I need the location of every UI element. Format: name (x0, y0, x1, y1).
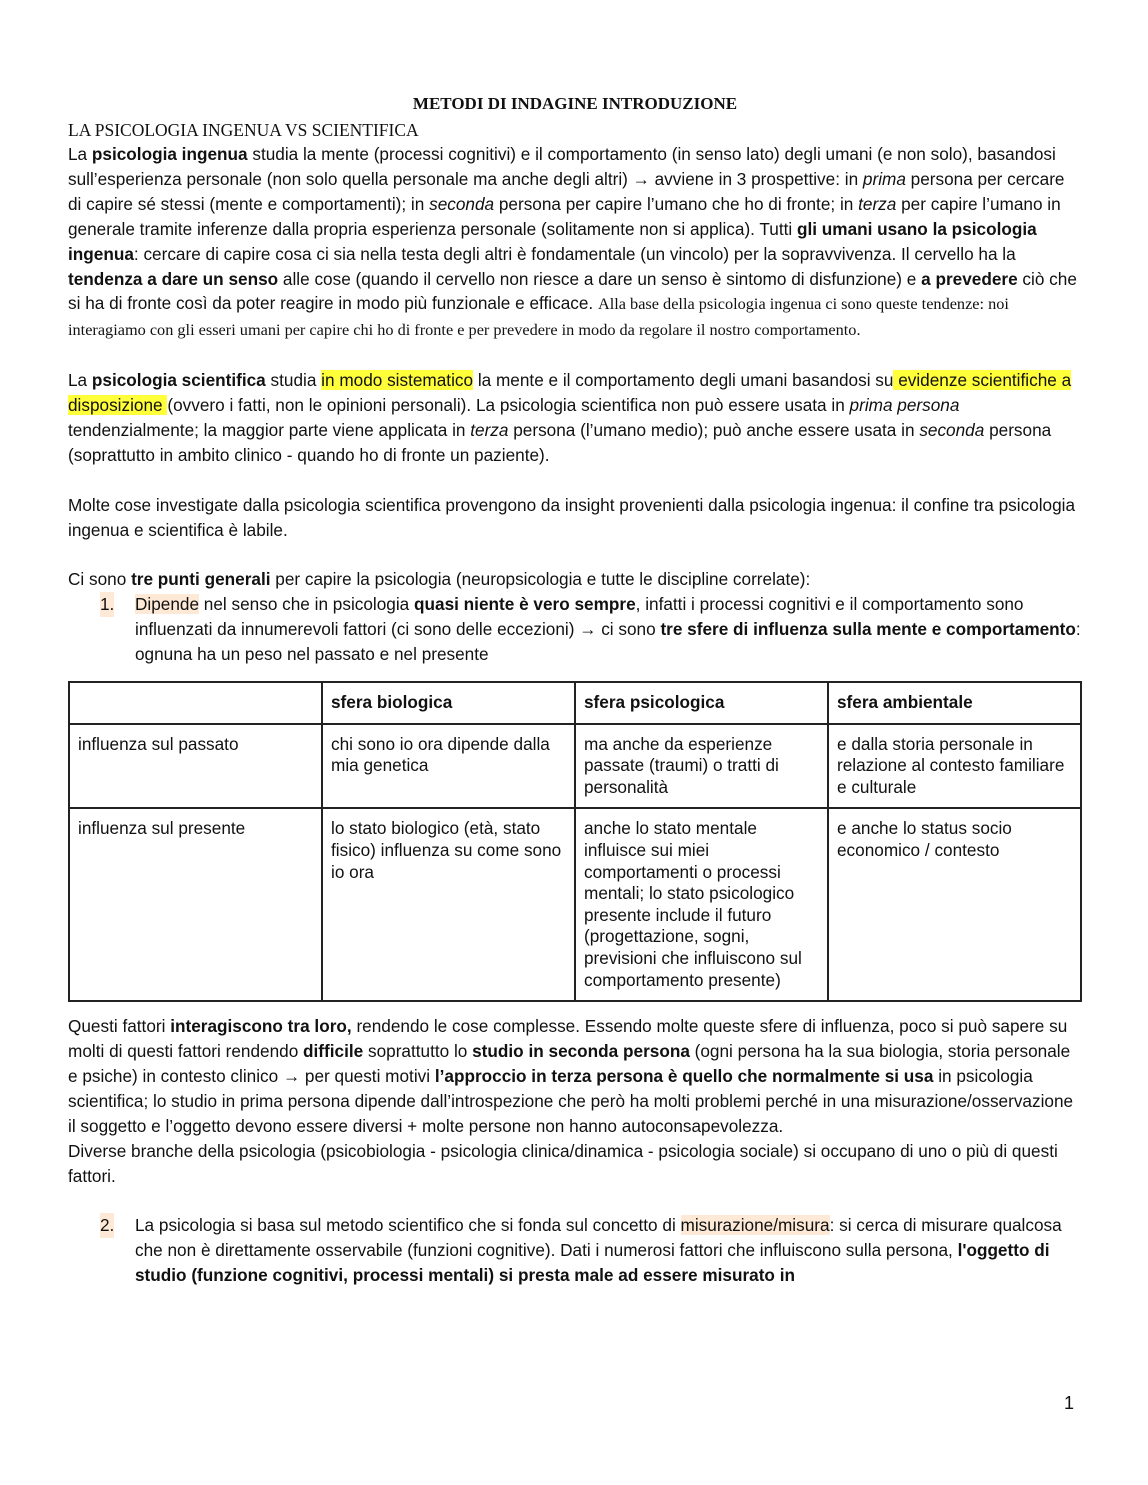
table-cell: e anche lo status socio economico / contesto (828, 808, 1081, 1001)
table-header-cell: sfera psicologica (575, 682, 828, 724)
table-cell: chi sono io ora dipende dalla mia genetica (322, 724, 575, 809)
table-header-row (69, 682, 1081, 724)
paragraph-interazione: Questi fattori interagiscono tra loro, rendendo le cose complesse. Essendo molte queste sfere di influenza, poco si può sapere su molti di questi fattori rendendo difficile soprattutto lo studio in seconda persona (ogni persona ha la sua biologia, storia personale e psiche) in contesto clinico → per questi motivi l’approccio in terza persona è quello che normalmente si usa in psicologia scientifica; lo studio in prima persona dipende dall’introspezione che però ha molti problemi perché in una misurazione/osservazione il soggetto e l’oggetto devono essere diversi + molte persone non hanno autoconsapevolezza. (68, 1016, 1074, 1136)
influence-table (68, 681, 1082, 1002)
paragraph-psicologia-ingenua: La psicologia ingenua studia la mente (processi cognitivi) e il comportamento (in senso lato) degli umani (e non solo), basandosi sull’esperienza personale (non solo quella personale ma anche degli altri) → avviene in 3 prospettive: in prima persona per cercare di capire sé stessi (mente e comportamenti); in seconda persona per capire l’umano che ho di fronte; in terza per capire l’umano in generale tramite inferenze dalla propria esperienza personale (solitamente non si applica). Tutti gli umani usano la psicologia ingenua: cercare di capire cosa ci sia nella testa degli altri è fondamentale (un vincolo) per la sopravvivenza. Il cervello ha la tendenza a dare un senso alle cose (quando il cervello non riesce a dare un senso è sintomo di disfunzione) e a prevedere ciò che si ha di fronte così da poter reagire in modo più funzionale e efficace. Alla base della psicologia ingenua ci sono queste tendenze: noi interagiamo con gli esseri umani per capire chi ho di fronte e per prevedere in modo da regolare il nostro comportamento. (68, 144, 1077, 340)
list-number: 1. (100, 592, 114, 617)
paragraph-confine: Molte cose investigate dalla psicologia scientifica provengono da insight provenienti dalla psicologia ingenua: il confine tra psicologia ingenua e scientifica è labile. (68, 494, 1076, 540)
list-number: 2. (100, 1213, 114, 1238)
document-title: METODI DI INDAGINE INTRODUZIONE (412, 94, 738, 113)
highlight-evidenze: evidenze scientifiche a disposizione (68, 370, 1072, 416)
table-cell: influenza sul presente (69, 808, 322, 1001)
section-heading: LA PSICOLOGIA INGENUA VS SCIENTIFICA (68, 120, 419, 140)
table-header-cell (69, 682, 322, 724)
paragraph-branche: Diverse branche della psicologia (psicobiologia - psicologia clinica/dinamica - psicologia sociale) si occupano di uno o più di questi fattori. (68, 1140, 1058, 1186)
table-row (69, 808, 1081, 1001)
table-cell: e dalla storia personale in relazione al contesto familiare e culturale (828, 724, 1081, 809)
paragraph-tre-punti: Ci sono tre punti generali per capire la psicologia (neuropsicologia e tutte le discipline correlate): (68, 569, 811, 590)
document-page (68, 92, 1082, 1288)
paragraph-psicologia-scientifica: La psicologia scientifica studia in modo sistematico la mente e il comportamento degli umani basandosi su evidenze scientifiche a disposizione (ovvero i fatti, non le opinioni personali). La psicologia scientifica non può essere usata in prima persona tendenzialmente; la maggior parte viene applicata in terza persona (l’umano medio); può anche essere usata in seconda persona (soprattutto in ambito clinico - quando ho di fronte un paziente). (68, 370, 1072, 465)
highlight-sistematico: in modo sistematico (321, 370, 474, 391)
table-header-cell: sfera ambientale (828, 682, 1081, 724)
page-number: 1 (1064, 1393, 1075, 1413)
table-header-cell: sfera biologica (322, 682, 575, 724)
table-cell: lo stato biologico (età, stato fisico) influenza su come sono io ora (322, 808, 575, 1001)
list-item-1: 1. Dipende nel senso che in psicologia quasi niente è vero sempre, infatti i processi cognitivi e il comportamento sono influenzati da innumerevoli fattori (ci sono delle eccezioni) → ci sono tre sfere di influenza sulla mente e comportamento: ognuna ha un peso nel passato e nel presente (100, 594, 1081, 665)
table-cell: influenza sul passato (69, 724, 322, 809)
list-item-2: 2. La psicologia si basa sul metodo scientifico che si fonda sul concetto di misurazione/misura: si cerca di misurare qualcosa che non è direttamente osservabile (funzioni cognitive). Dati i numerosi fattori che influiscono sulla persona, l'oggetto di studio (funzione cognitivi, processi mentali) si presta male ad essere misurato in (100, 1215, 1062, 1286)
table-cell: ma anche da esperienze passate (traumi) o tratti di personalità (575, 724, 828, 809)
table-cell: anche lo stato mentale influisce sui miei comportamenti o processi mentali; lo stato psicologico presente include il futuro (progettazione, sogni, previsioni che influiscono sul comportamento presente) (575, 808, 828, 1001)
table-row (69, 724, 1081, 809)
highlight-misura: misurazione/misura (680, 1215, 830, 1236)
